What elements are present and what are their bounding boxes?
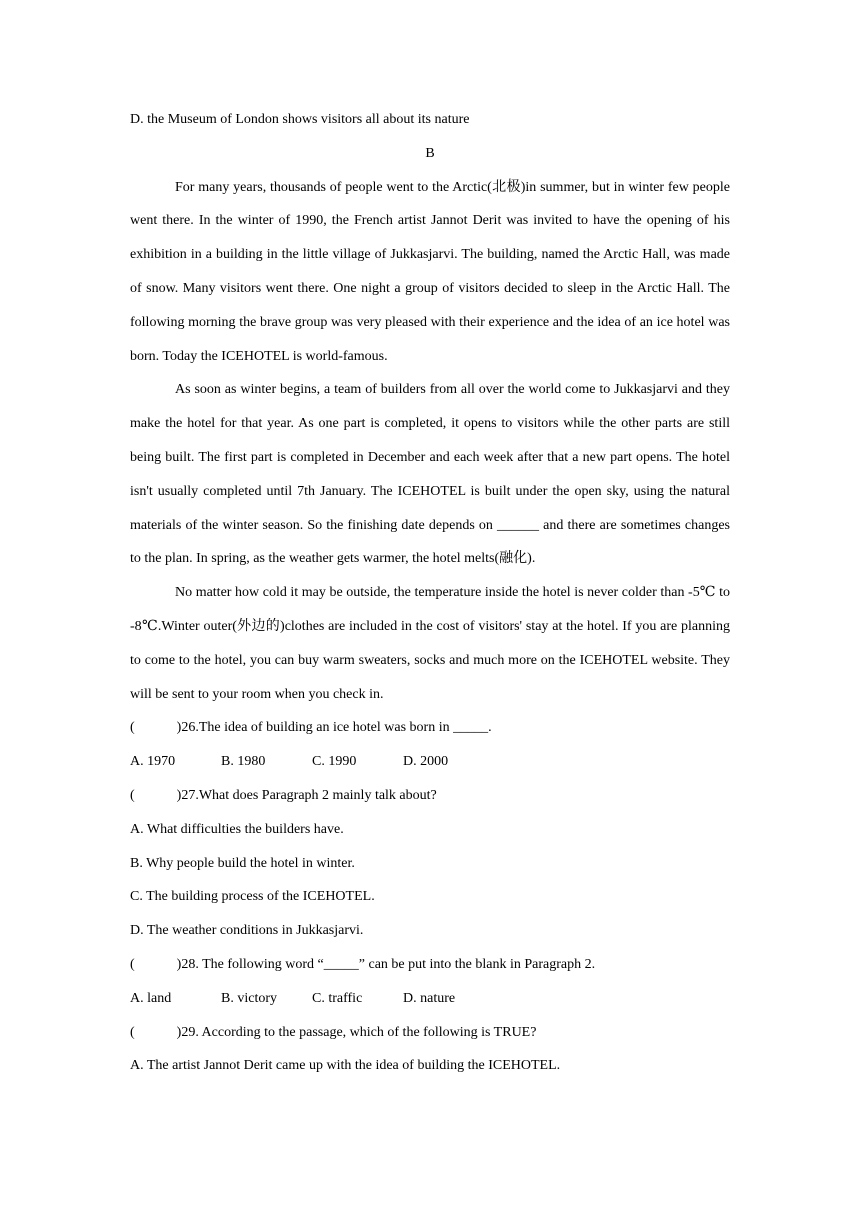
question-27-stem: ( )27.What does Paragraph 2 mainly talk about?: [130, 787, 437, 803]
question-28-stem: ( )28. The following word “_____” can be put into the blank in Paragraph 2.: [130, 956, 596, 972]
previous-question-option-d: D. the Museum of London shows visitors all about its nature: [130, 112, 470, 127]
document-page: [130, 103, 730, 1083]
question-26-options: [130, 745, 730, 779]
question-26-option-b: B. 1980: [221, 754, 266, 770]
question-29-stem: ( )29. According to the passage, which of the following is TRUE?: [130, 1024, 537, 1040]
question-28-option-c: C. traffic: [312, 990, 363, 1006]
question-28-options: [130, 982, 730, 1016]
question-27-option-a: A. What difficulties the builders have.: [130, 821, 344, 837]
passage-paragraph-3: No matter how cold it may be outside, the temperature inside the hotel is never colder than -5℃ to -8℃.Winter outer(外边的)clothes are included in the cost of visitors' stay at the hotel. If you are planning to come to the hotel, you can buy warm sweaters, socks and much more on the ICEHOTEL website. They will be sent to your room when you check in.: [130, 585, 730, 702]
question-28-option-a: A. land: [130, 990, 172, 1006]
question-28-option-b: B. victory: [221, 990, 277, 1006]
question-26-option-a: A. 1970: [130, 754, 176, 770]
passage-paragraph-2: As soon as winter begins, a team of builders from all over the world come to Jukkasjarvi and they make the hotel for that year. As one part is completed, it opens to visitors while the other parts are still being built. The first part is completed in December and each week after that a new part opens. The hotel isn't usually completed until 7th January. The ICEHOTEL is built under the open sky, using the natural materials of the winter season. So the finishing date depends on ______ and there are sometimes changes to the plan. In spring, as the weather gets warmer, the hotel melts(融化).: [130, 382, 730, 567]
question-27-option-d: D. The weather conditions in Jukkasjarvi.: [130, 923, 364, 939]
passage-paragraph-1: For many years, thousands of people went to the Arctic(北极)in summer, but in winter few people went there. In the winter of 1990, the French artist Jannot Derit was invited to have the opening of his exhibition in a building in the little village of Jukkasjarvi. The building, named the Arctic Hall, was made of snow. Many visitors went there. One night a group of visitors decided to sleep in the Arctic Hall. The following morning the brave group was very pleased with their experience and the idea of an ice hotel was born. Today the ICEHOTEL is world-famous.: [130, 179, 730, 364]
question-28-option-d: D. nature: [403, 990, 456, 1006]
question-26-option-d: D. 2000: [403, 754, 449, 770]
question-27-option-b: B. Why people build the hotel in winter.: [130, 855, 355, 871]
question-26-stem: ( )26.The idea of building an ice hotel was born in _____.: [130, 720, 492, 736]
section-label: B: [425, 145, 435, 161]
question-29-option-a: A. The artist Jannot Derit came up with the idea of building the ICEHOTEL.: [130, 1058, 561, 1074]
question-26-option-c: C. 1990: [312, 754, 357, 770]
question-27-option-c: C. The building process of the ICEHOTEL.: [130, 889, 375, 905]
